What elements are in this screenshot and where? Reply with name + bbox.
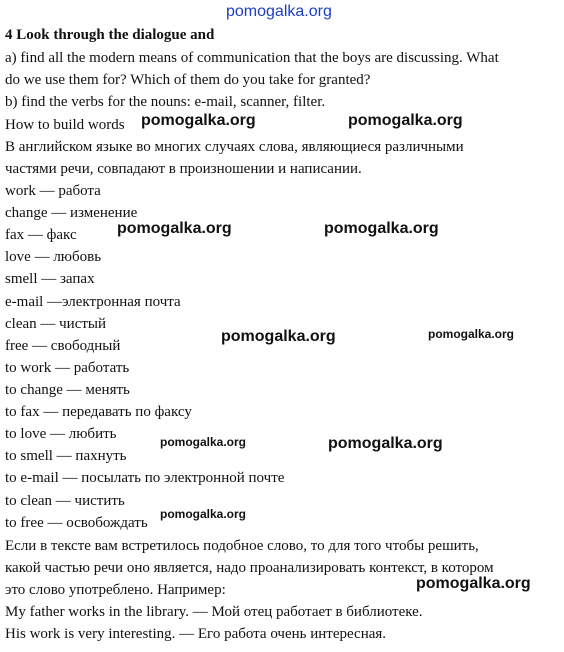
watermark: pomogalka.org [160,507,247,521]
example-line: My father works in the library. — Мой отец работает в библиотеке. [5,604,423,620]
vocab-line: to e-mail — посылать по электронной почте [5,470,285,486]
text-line: do we use them for? Which of them do you take for granted? [5,72,371,88]
exercise-heading: 4 Look through the dialogue and [5,27,215,43]
text-line: это слово употреблено. Например: [5,582,226,598]
text-line: частями речи, совпадают в произношении и написании. [5,161,362,177]
vocab-line: e-mail —электронная почта [5,294,181,310]
text-line: В английском языке во многих случаях слова, являющиеся различными [5,139,464,155]
text-line: b) find the verbs for the nouns: e-mail, scanner, filter. [5,94,326,110]
vocab-line: work — работа [5,183,101,199]
watermark: pomogalka.org [428,327,515,341]
watermark: pomogalka.org [328,435,443,452]
vocab-line: to love — любить [5,426,117,442]
text-line: a) find all the modern means of communication that the boys are discussing. What [5,50,499,66]
vocab-line: smell — запах [5,271,95,287]
vocab-line: change — изменение [5,205,138,221]
vocab-line: love — любовь [5,249,102,265]
watermark: pomogalka.org [416,575,531,592]
vocab-line: to smell — пахнуть [5,448,127,464]
watermark: pomogalka.org [348,112,463,129]
text-line: какой частью речи оно является, надо проанализировать контекст, в котором [5,560,494,576]
vocab-line: to clean — чистить [5,493,125,509]
vocab-line: to work — работать [5,360,130,376]
vocab-line: free — свободный [5,338,121,354]
vocab-line: to change — менять [5,382,130,398]
watermark-top: pomogalka.org [226,3,332,20]
vocab-line: to fax — передавать по факсу [5,404,192,420]
watermark: pomogalka.org [324,220,439,237]
watermark: pomogalka.org [221,328,336,345]
section-title: How to build words [5,117,125,133]
example-line: His work is very interesting. — Его работа очень интересная. [5,626,387,642]
vocab-line: clean — чистый [5,316,107,332]
watermark: pomogalka.org [117,220,232,237]
text-line: Если в тексте вам встретилось подобное слово, то для того чтобы решить, [5,538,479,554]
vocab-line: fax — факс [5,227,77,243]
vocab-line: to free — освобождать [5,515,148,531]
watermark: pomogalka.org [141,112,256,129]
watermark: pomogalka.org [160,435,247,449]
